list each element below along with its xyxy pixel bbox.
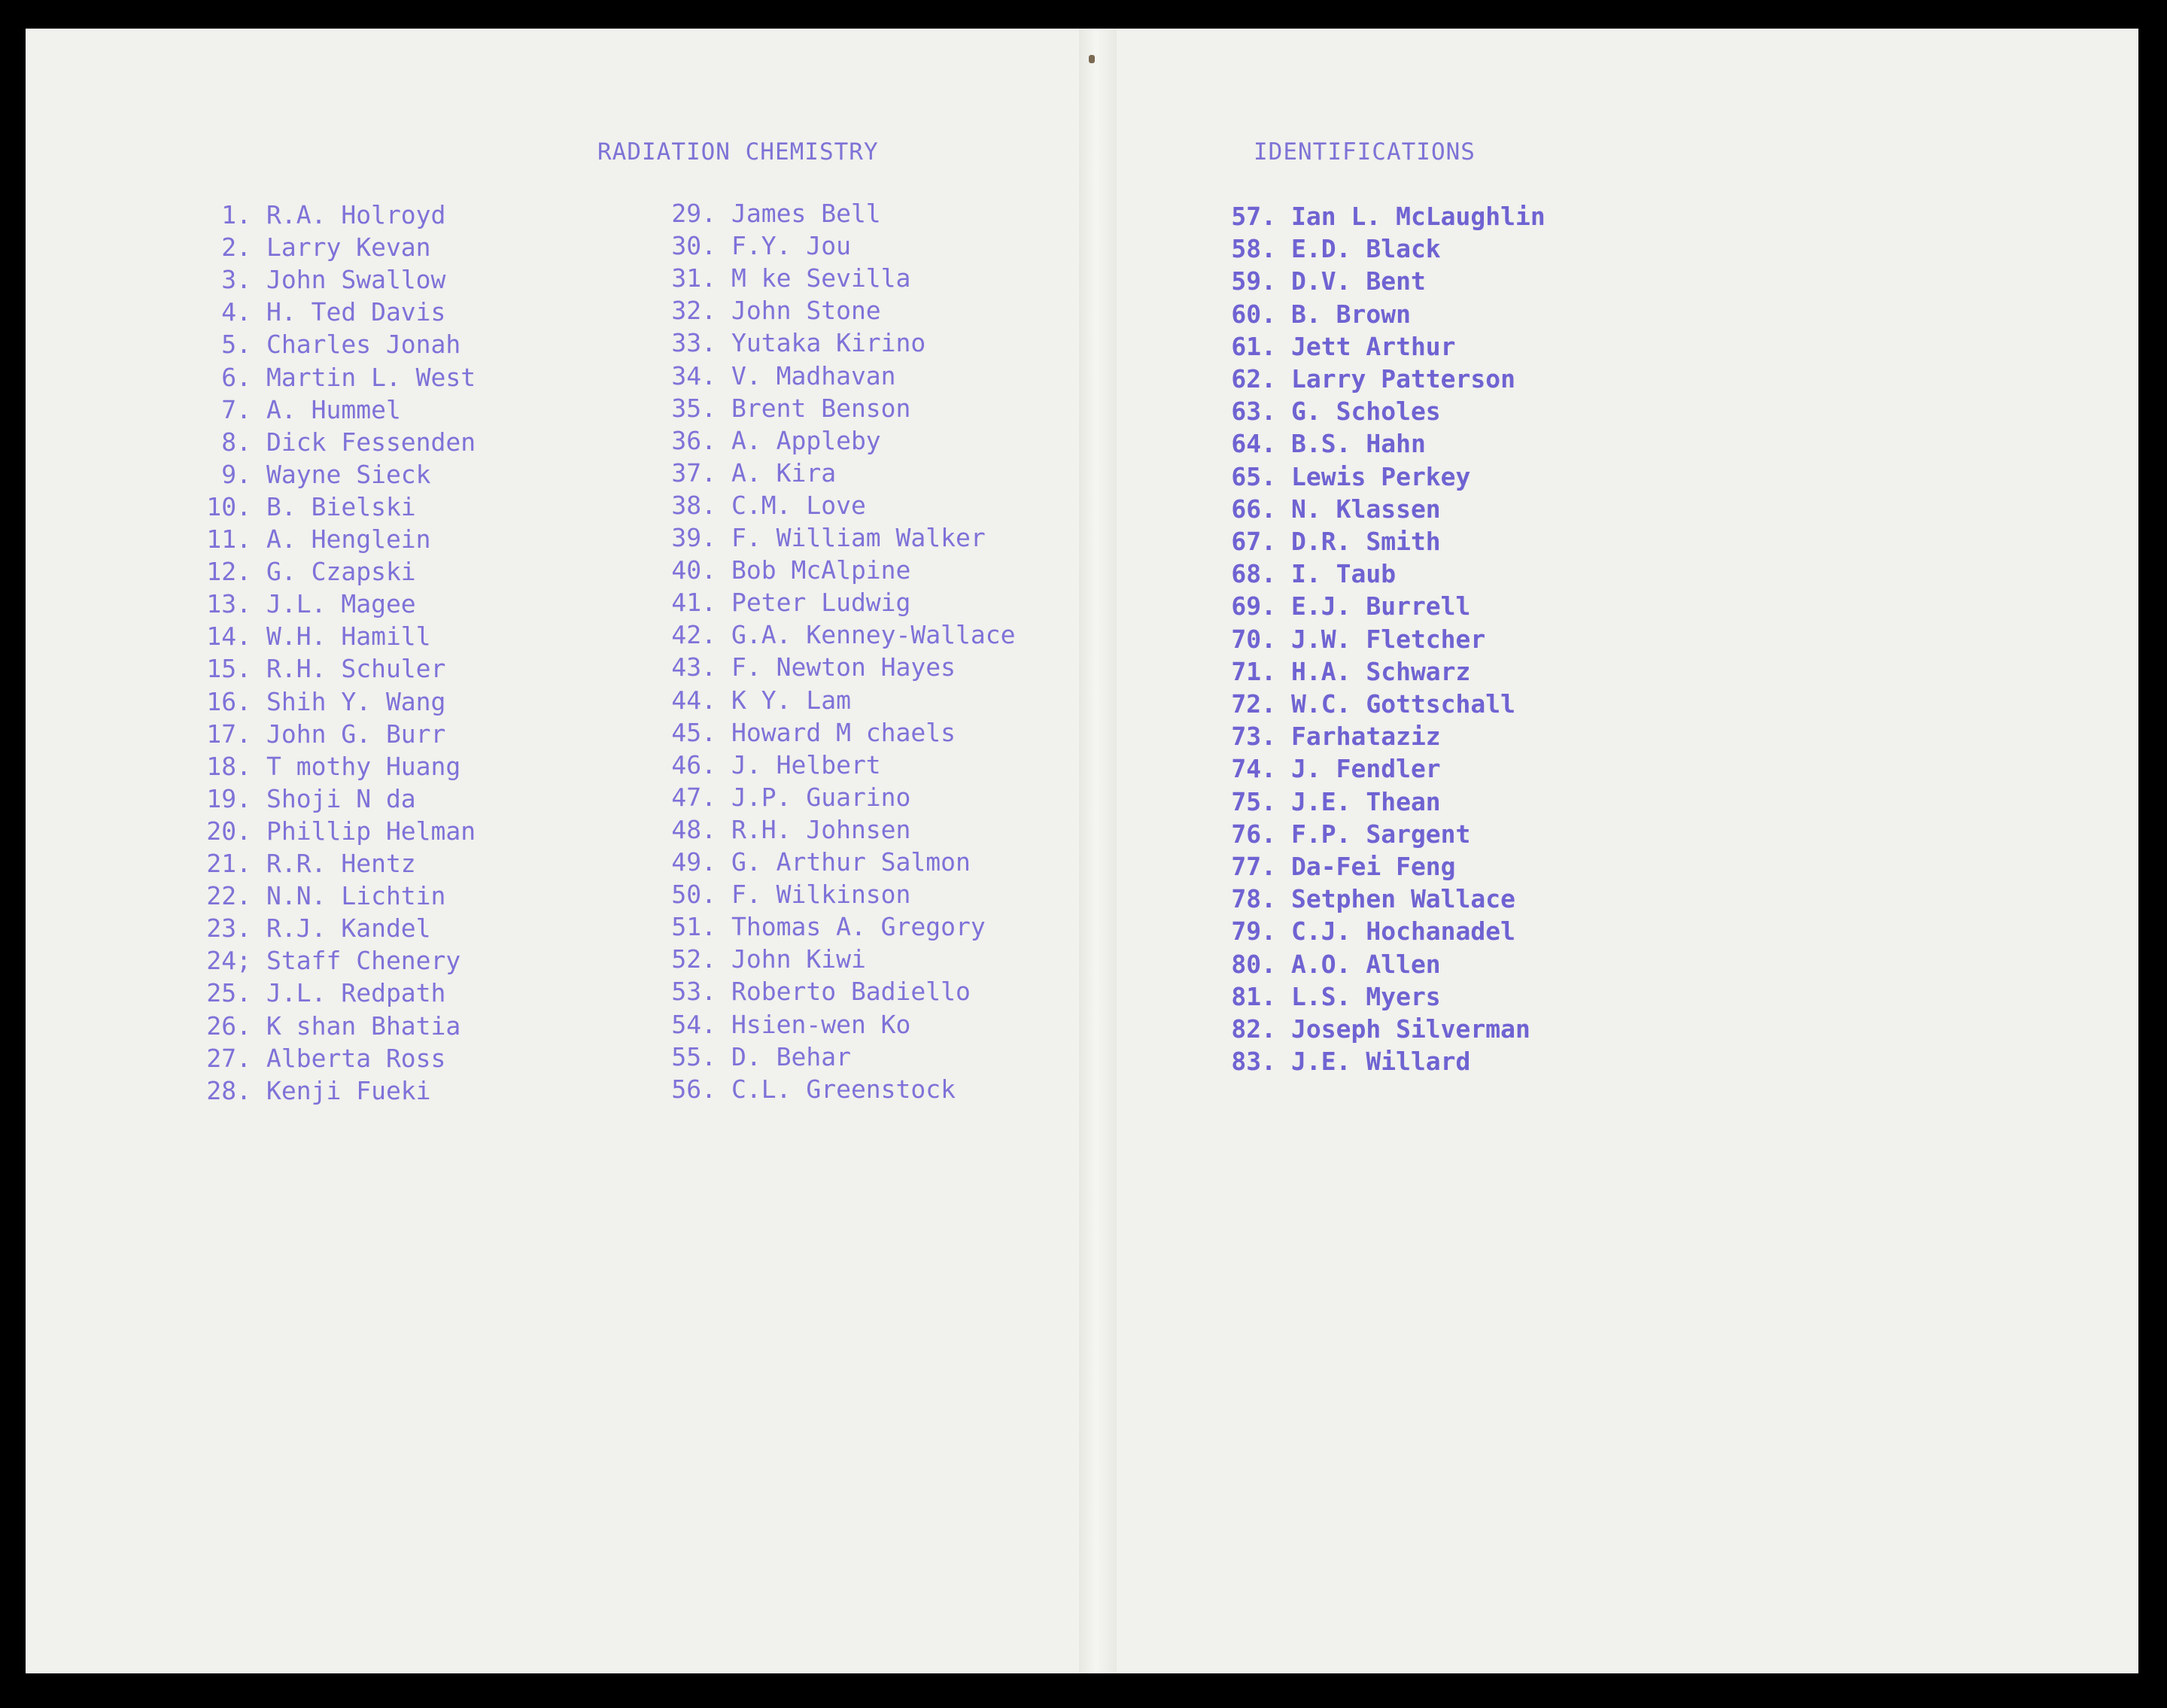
entry-name: I. Taub [1291, 559, 1397, 588]
entry-name: Staff Chenery [266, 946, 461, 975]
list-entry [649, 815, 1070, 845]
entry-number: 54. [671, 1010, 716, 1039]
entry-name: Charles Jonah [266, 330, 461, 359]
entry-name: J. Helbert [731, 750, 881, 780]
entry-number: 34. [671, 361, 716, 391]
entry-name: F.P. Sargent [1291, 819, 1471, 849]
entry-number: 24; [206, 946, 251, 975]
list-entry [1208, 916, 1630, 947]
entry-number: 63. [1231, 397, 1276, 426]
entry-name: Setphen Wallace [1291, 884, 1516, 913]
entry-name: R.J. Kandel [266, 913, 431, 943]
entry-name: B. Bielski [266, 492, 416, 521]
entry-number: 25. [206, 978, 251, 1007]
entry-name: John G. Burr [266, 719, 446, 749]
entry-number: 8. [221, 427, 251, 457]
entry-number: 19. [206, 784, 251, 813]
list-entry [649, 847, 1070, 877]
entry-name: Brent Benson [731, 394, 911, 423]
list-entry [1208, 1014, 1630, 1044]
list-entry [184, 297, 605, 327]
list-entry [649, 491, 1070, 521]
list-entry [1208, 527, 1630, 557]
list-entry [184, 363, 605, 393]
entry-number: 13. [206, 589, 251, 618]
entry-name: K Y. Lam [731, 685, 851, 715]
entry-number: 17. [206, 719, 251, 749]
entry-name: N. Klassen [1291, 494, 1441, 524]
entry-number: 29. [671, 199, 716, 228]
list-entry [1208, 591, 1630, 622]
entry-name: Farhataziz [1291, 722, 1441, 751]
identifications-heading: IDENTIFICATIONS [1254, 138, 1476, 166]
list-entry [1208, 754, 1630, 784]
entry-number: 64. [1231, 429, 1276, 458]
entry-name: Bob McAlpine [731, 555, 911, 585]
entry-name: A. Appleby [731, 426, 881, 455]
entry-name: K shan Bhatia [266, 1011, 461, 1041]
radiation-chemistry-heading: RADIATION CHEMISTRY [597, 138, 879, 166]
entry-number: 57. [1231, 202, 1276, 231]
entry-name: H.A. Schwarz [1291, 657, 1471, 686]
entry-name: James Bell [731, 199, 881, 228]
document-sheet [26, 29, 2138, 1673]
list-entry [184, 330, 605, 360]
entry-name: C.J. Hochanadel [1291, 916, 1516, 946]
list-entry [649, 555, 1070, 585]
list-entry [649, 361, 1070, 391]
entry-name: John Swallow [266, 265, 446, 294]
list-entry [1208, 234, 1630, 264]
entry-number: 33. [671, 328, 716, 357]
entry-name: R.R. Hentz [266, 849, 416, 878]
list-entry [184, 752, 605, 782]
list-entry [1208, 559, 1630, 589]
entry-name: D.V. Bent [1291, 266, 1426, 296]
list-entry [184, 200, 605, 230]
list-entry [184, 1044, 605, 1074]
entry-number: 48. [671, 815, 716, 844]
entry-name: E.D. Black [1291, 234, 1441, 263]
entry-name: Martin L. West [266, 363, 476, 392]
list-entry [184, 849, 605, 879]
entry-name: E.J. Burrell [1291, 591, 1471, 621]
list-entry [1208, 787, 1630, 817]
entry-name: J. Fendler [1291, 754, 1441, 783]
entry-number: 7. [221, 395, 251, 424]
entry-number: 74. [1231, 754, 1276, 783]
entry-name: J.P. Guarino [731, 783, 911, 812]
entry-number: 58. [1231, 234, 1276, 263]
entry-number: 65. [1231, 462, 1276, 491]
entry-number: 23. [206, 913, 251, 943]
list-entry [649, 296, 1070, 326]
entry-number: 55. [671, 1042, 716, 1071]
entry-number: 61. [1231, 332, 1276, 361]
entry-name: C.M. Love [731, 491, 866, 520]
entry-name: G. Scholes [1291, 397, 1441, 426]
entry-number: 15. [206, 654, 251, 683]
entry-name: Hsien-wen Ko [731, 1010, 911, 1039]
entry-number: 39. [671, 523, 716, 552]
list-entry [1208, 625, 1630, 655]
entry-number: 10. [206, 492, 251, 521]
entry-number: 32. [671, 296, 716, 325]
entry-number: 2. [221, 232, 251, 262]
entry-number: 27. [206, 1044, 251, 1073]
entry-name: Wayne Sieck [266, 460, 431, 489]
entry-number: 22. [206, 881, 251, 910]
entry-number: 28. [206, 1076, 251, 1105]
entry-number: 21. [206, 849, 251, 878]
list-entry [1208, 397, 1630, 427]
list-entry [184, 427, 605, 457]
entry-name: A. Hummel [266, 395, 401, 424]
list-entry [1208, 852, 1630, 882]
list-entry [184, 557, 605, 587]
entry-name: R.H. Schuler [266, 654, 446, 683]
entry-number: 9. [221, 460, 251, 489]
entry-name: J.W. Fletcher [1291, 625, 1486, 654]
entry-number: 77. [1231, 852, 1276, 881]
entry-name: W.H. Hamill [266, 622, 431, 651]
list-entry [184, 589, 605, 619]
entry-name: J.E. Thean [1291, 787, 1441, 816]
list-entry [184, 687, 605, 717]
list-entry [649, 977, 1070, 1007]
list-entry [184, 395, 605, 425]
list-entry [649, 718, 1070, 748]
entry-number: 56. [671, 1074, 716, 1104]
list-entry [184, 881, 605, 911]
entry-number: 78. [1231, 884, 1276, 913]
list-entry [1208, 299, 1630, 330]
list-entry [649, 199, 1070, 229]
entry-number: 70. [1231, 625, 1276, 654]
entry-number: 31. [671, 263, 716, 293]
list-entry [184, 784, 605, 814]
entry-number: 47. [671, 783, 716, 812]
list-entry [649, 944, 1070, 974]
entry-number: 71. [1231, 657, 1276, 686]
list-entry [649, 912, 1070, 942]
entry-name: W.C. Gottschall [1291, 689, 1516, 719]
entry-number: 51. [671, 912, 716, 941]
entry-number: 26. [206, 1011, 251, 1041]
entry-name: John Stone [731, 296, 881, 325]
entry-name: John Kiwi [731, 944, 866, 974]
entry-name: J.L. Magee [266, 589, 416, 618]
list-entry [184, 719, 605, 749]
entry-number: 20. [206, 816, 251, 846]
list-entry [184, 622, 605, 652]
entry-name: T mothy Huang [266, 752, 461, 781]
list-entry [1208, 332, 1630, 362]
list-entry [649, 880, 1070, 910]
entry-number: 12. [206, 557, 251, 586]
list-entry [649, 620, 1070, 650]
list-entry [1208, 950, 1630, 980]
paper-speck [1089, 55, 1095, 63]
entry-number: 1. [221, 200, 251, 229]
entry-name: Peter Ludwig [731, 588, 911, 617]
entry-name: Lewis Perkey [1291, 462, 1471, 491]
list-entry [1208, 884, 1630, 914]
entry-name: Phillip Helman [266, 816, 476, 846]
entry-number: 80. [1231, 950, 1276, 979]
entry-number: 43. [671, 652, 716, 682]
entry-name: Thomas A. Gregory [731, 912, 986, 941]
list-entry [1208, 429, 1630, 459]
entry-number: 62. [1231, 364, 1276, 394]
list-entry [184, 265, 605, 295]
list-entry [184, 460, 605, 490]
list-entry [184, 1011, 605, 1041]
entry-number: 18. [206, 752, 251, 781]
entry-name: H. Ted Davis [266, 297, 446, 327]
list-entry [1208, 657, 1630, 687]
entry-number: 46. [671, 750, 716, 780]
entry-name: Da-Fei Feng [1291, 852, 1456, 881]
list-entry [649, 1074, 1070, 1105]
entry-number: 66. [1231, 494, 1276, 524]
entry-name: J.L. Redpath [266, 978, 446, 1007]
entry-number: 40. [671, 555, 716, 585]
entry-number: 41. [671, 588, 716, 617]
entry-number: 72. [1231, 689, 1276, 719]
entry-number: 82. [1231, 1014, 1276, 1044]
entry-number: 44. [671, 685, 716, 715]
list-entry [649, 458, 1070, 488]
entry-name: C.L. Greenstock [731, 1074, 956, 1104]
entry-name: A. Henglein [266, 524, 431, 554]
entry-number: 38. [671, 491, 716, 520]
entry-name: Roberto Badiello [731, 977, 971, 1006]
entry-name: Shih Y. Wang [266, 687, 446, 716]
entry-name: Dick Fessenden [266, 427, 476, 457]
entry-number: 35. [671, 394, 716, 423]
list-entry [649, 1010, 1070, 1040]
list-entry [184, 492, 605, 522]
entry-number: 11. [206, 524, 251, 554]
entry-name: G. Czapski [266, 557, 416, 586]
entry-name: R.H. Johnsen [731, 815, 911, 844]
list-entry [649, 750, 1070, 780]
list-entry [649, 588, 1070, 618]
list-entry [649, 685, 1070, 716]
entry-name: Larry Kevan [266, 232, 431, 262]
entry-number: 73. [1231, 722, 1276, 751]
entry-name: A. Kira [731, 458, 837, 488]
list-entry [649, 426, 1070, 456]
entry-name: Kenji Fueki [266, 1076, 431, 1105]
entry-name: M ke Sevilla [731, 263, 911, 293]
page-fold [1079, 29, 1117, 1673]
entry-number: 3. [221, 265, 251, 294]
entry-number: 59. [1231, 266, 1276, 296]
list-entry [1208, 1047, 1630, 1077]
entry-number: 14. [206, 622, 251, 651]
list-entry [649, 231, 1070, 261]
entry-name: V. Madhavan [731, 361, 896, 391]
entry-number: 81. [1231, 982, 1276, 1011]
entry-name: F.Y. Jou [731, 231, 851, 260]
list-entry [649, 523, 1070, 553]
entry-name: G. Arthur Salmon [731, 847, 971, 877]
list-entry [649, 652, 1070, 682]
list-entry [1208, 819, 1630, 849]
entry-name: Alberta Ross [266, 1044, 446, 1073]
entry-number: 60. [1231, 299, 1276, 329]
list-entry [184, 816, 605, 846]
list-entry [1208, 689, 1630, 719]
entry-name: L.S. Myers [1291, 982, 1441, 1011]
list-entry [184, 978, 605, 1008]
entry-number: 30. [671, 231, 716, 260]
entry-name: D. Behar [731, 1042, 851, 1071]
entry-number: 69. [1231, 591, 1276, 621]
entry-name: Larry Patterson [1291, 364, 1516, 394]
list-entry [1208, 462, 1630, 492]
list-entry [649, 328, 1070, 358]
list-entry [1208, 364, 1630, 394]
entry-name: Ian L. McLaughlin [1291, 202, 1545, 231]
entry-number: 42. [671, 620, 716, 649]
entry-name: J.E. Willard [1291, 1047, 1471, 1076]
entry-name: B.S. Hahn [1291, 429, 1426, 458]
entry-number: 76. [1231, 819, 1276, 849]
list-entry [184, 654, 605, 684]
list-entry [649, 263, 1070, 293]
entry-number: 50. [671, 880, 716, 909]
entry-number: 37. [671, 458, 716, 488]
list-entry [184, 913, 605, 944]
list-entry [184, 524, 605, 555]
list-entry [1208, 202, 1630, 232]
list-entry [1208, 982, 1630, 1012]
entry-number: 6. [221, 363, 251, 392]
list-entry [649, 1042, 1070, 1072]
list-entry [649, 783, 1070, 813]
entry-name: R.A. Holroyd [266, 200, 446, 229]
entry-name: A.O. Allen [1291, 950, 1441, 979]
list-entry [649, 394, 1070, 424]
list-entry [184, 946, 605, 976]
entry-number: 53. [671, 977, 716, 1006]
entry-number: 79. [1231, 916, 1276, 946]
list-entry [1208, 494, 1630, 524]
entry-number: 68. [1231, 559, 1276, 588]
list-entry [1208, 266, 1630, 296]
entry-number: 49. [671, 847, 716, 877]
entry-name: F. William Walker [731, 523, 986, 552]
entry-name: Yutaka Kirino [731, 328, 926, 357]
list-entry [1208, 722, 1630, 752]
entry-name: B. Brown [1291, 299, 1411, 329]
entry-number: 67. [1231, 527, 1276, 556]
entry-number: 5. [221, 330, 251, 359]
entry-name: F. Newton Hayes [731, 652, 956, 682]
entry-name: G.A. Kenney-Wallace [731, 620, 1016, 649]
list-entry [184, 1076, 605, 1106]
entry-number: 83. [1231, 1047, 1276, 1076]
entry-name: Jett Arthur [1291, 332, 1456, 361]
entry-name: Shoji N da [266, 784, 416, 813]
entry-number: 45. [671, 718, 716, 747]
entry-name: N.N. Lichtin [266, 881, 446, 910]
entry-name: Howard M chaels [731, 718, 956, 747]
entry-name: Joseph Silverman [1291, 1014, 1530, 1044]
entry-number: 75. [1231, 787, 1276, 816]
entry-name: D.R. Smith [1291, 527, 1441, 556]
entry-number: 4. [221, 297, 251, 327]
list-entry [184, 232, 605, 263]
entry-number: 36. [671, 426, 716, 455]
entry-number: 52. [671, 944, 716, 974]
entry-name: F. Wilkinson [731, 880, 911, 909]
entry-number: 16. [206, 687, 251, 716]
